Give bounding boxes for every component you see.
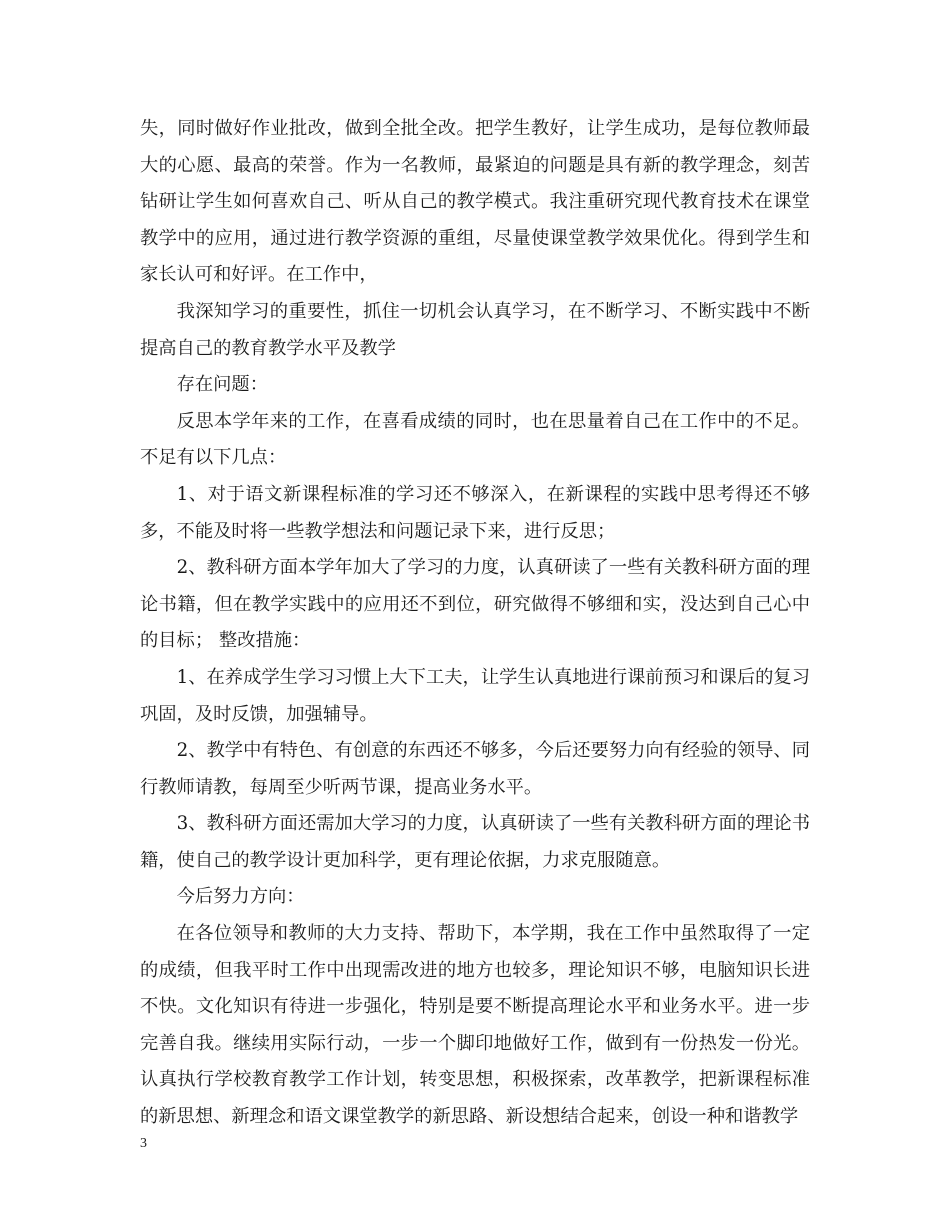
paragraph-1: 失，同时做好作业批改，做到全批全改。把学生教好，让学生成功，是每位教师最大的心愿、最高的荣誉。作为一名教师，最紧迫的问题是具有新的教学理念，刻苦钻研让学生如何喜欢自己、听从自己的教学模式。我注重研究现代教育技术在课堂教学中的应用，通过进行教学资源的重组，尽量使课堂教学效果优化。得到学生和家长认可和好评。在工作中， [140, 118, 810, 286]
list-item-measure-2: 2、教学中有特色、有创意的东西还不够多，今后还要努力向有经验的领导、同行教师请教，每周至少听两节课，提高业务水平。 [140, 740, 810, 798]
section-heading-direction: 今后努力方向： [176, 886, 305, 908]
list-item-problem-1: 1、对于语文新课程标准的学习还不够深入，在新课程的实践中思考得还不够多，不能及时将一些教学想法和问题记录下来，进行反思； [140, 483, 810, 542]
list-item-problem-2: 2、教科研方面本学年加大了学习的力度，认真研读了一些有关教科研方面的理论书籍，但在教学实践中的应用还不到位，研究做得不够细和实，没达到自己心中的目标； 整改措施： [140, 557, 810, 652]
paragraph-3: 反思本学年来的工作，在喜看成绩的同时，也在思量着自己在工作中的不足。不足有以下几点： [140, 410, 810, 469]
list-item-measure-1: 1、在养成学生学习习惯上大下工夫，让学生认真地进行课前预习和课后的复习巩固，及时反馈，加强辅导。 [140, 666, 810, 725]
list-item-measure-3: 3、教科研方面还需加大学习的力度，认真研读了一些有关教科研方面的理论书籍，使自己的教学设计更加科学，更有理论依据，力求克服随意。 [140, 813, 810, 871]
document-body [140, 111, 810, 1136]
section-heading-problems: 存在问题： [176, 374, 268, 396]
paragraph-4: 在各位领导和教师的大力支持、帮助下，本学期，我在工作中虽然取得了一定的成绩，但我平时工作中出现需改进的地方也较多，理论知识不够，电脑知识长进不快。文化知识有待进一步强化，特别是要不断提高理论水平和业务水平。进一步完善自我。继续用实际行动，一步一个脚印地做好工作，做到有一份热发一份光。认真执行学校教育教学工作计划，转变思想，积极探索，改革教学，把新课程标准的新思想、新理念和语文课堂教学的新思路、新设想结合起来，创设一种和谐教学 [140, 923, 810, 1128]
paragraph-2: 我深知学习的重要性，抓住一切机会认真学习，在不断学习、不断实践中不断提高自己的教育教学水平及教学 [140, 300, 810, 359]
page-number: 3 [140, 1136, 147, 1151]
